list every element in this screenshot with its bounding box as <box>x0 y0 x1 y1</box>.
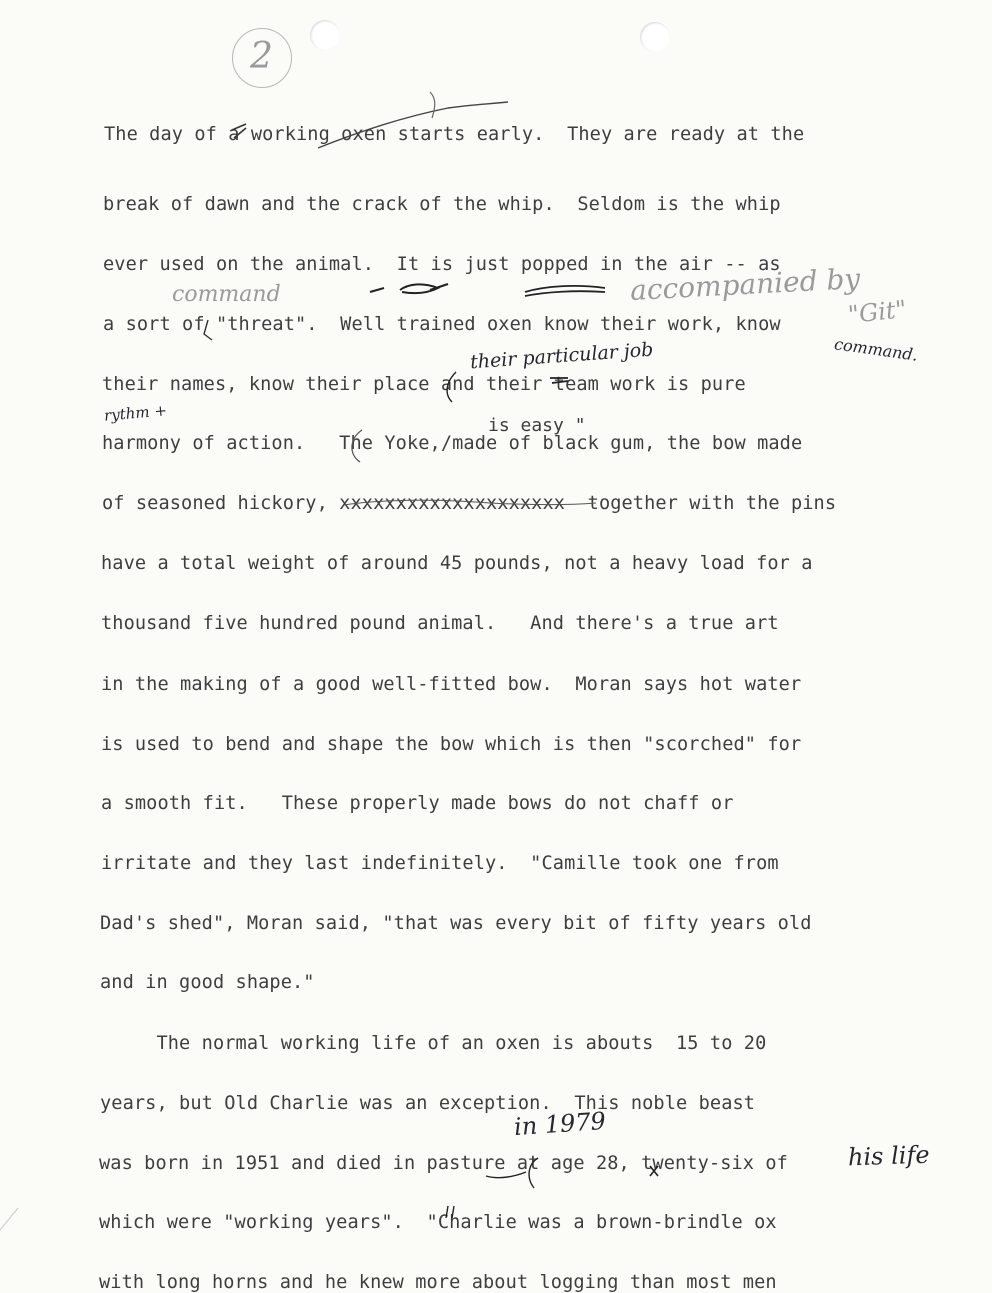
text-line: The day of a working oxen starts early. They are ready at the <box>104 124 805 145</box>
text-line: Dad's shed", Moran said, "that was every bit of fifty years old <box>100 913 812 934</box>
text-line: a sort of "threat". Well trained oxen know their work, know <box>103 314 781 335</box>
annotation-command-left: command <box>172 282 281 307</box>
text-line: break of dawn and the crack of the whip. Seldom is the whip <box>103 194 781 215</box>
annotation-his-life: his life <box>847 1140 930 1172</box>
text-line: The normal working life of an oxen is abouts 15 to 20 <box>100 1033 767 1054</box>
annotation-rythm: rythm + <box>103 401 168 425</box>
text-line: harmony of action. The Yoke,/made of black gum, the bow made <box>102 433 803 454</box>
typed-insertion: is easy " <box>488 415 586 436</box>
annotation-accompanied-by: accompanied by <box>629 261 861 308</box>
annotation-in-1979: in 1979 <box>513 1106 607 1142</box>
text-line: years, but Old Charlie was an exception. This noble beast <box>100 1093 756 1114</box>
text-line: their names, know their place and their team work is pure <box>102 374 746 395</box>
annotation-git: "Git" <box>846 295 908 329</box>
text-line: and in good shape." <box>100 972 315 993</box>
annotation-their-particular-job: their particular job <box>469 338 655 374</box>
text-line: with long horns and he knew more about logging than most men <box>99 1272 777 1293</box>
text-line: a smooth fit. These properly made bows do not chaff or <box>101 793 734 814</box>
text-line: was born in 1951 and died in pasture at age 28, twenty-six of <box>99 1153 788 1174</box>
text-line: thousand five hundred pound animal. And there's a true art <box>101 613 779 634</box>
text-line: ever used on the animal. It is just popped in the air -- as <box>103 254 781 275</box>
page-number: 2 <box>250 36 273 77</box>
text-line: which were "working years". "Charlie was a brown-brindle ox <box>99 1212 777 1233</box>
text-line: have a total weight of around 45 pounds, not a heavy load for a <box>101 553 813 574</box>
annotation-command-right: command. <box>833 334 920 365</box>
text-line: of seasoned hickory, xxxxxxxxxxxxxxxxxxxx together with the pins <box>102 493 837 514</box>
text-line: is used to bend and shape the bow which is then "scorched" for <box>101 734 802 755</box>
text-line: irritate and they last indefinitely. "Camille took one from <box>101 853 779 874</box>
text-line: in the making of a good well-fitted bow. Moran says hot water <box>101 674 802 695</box>
